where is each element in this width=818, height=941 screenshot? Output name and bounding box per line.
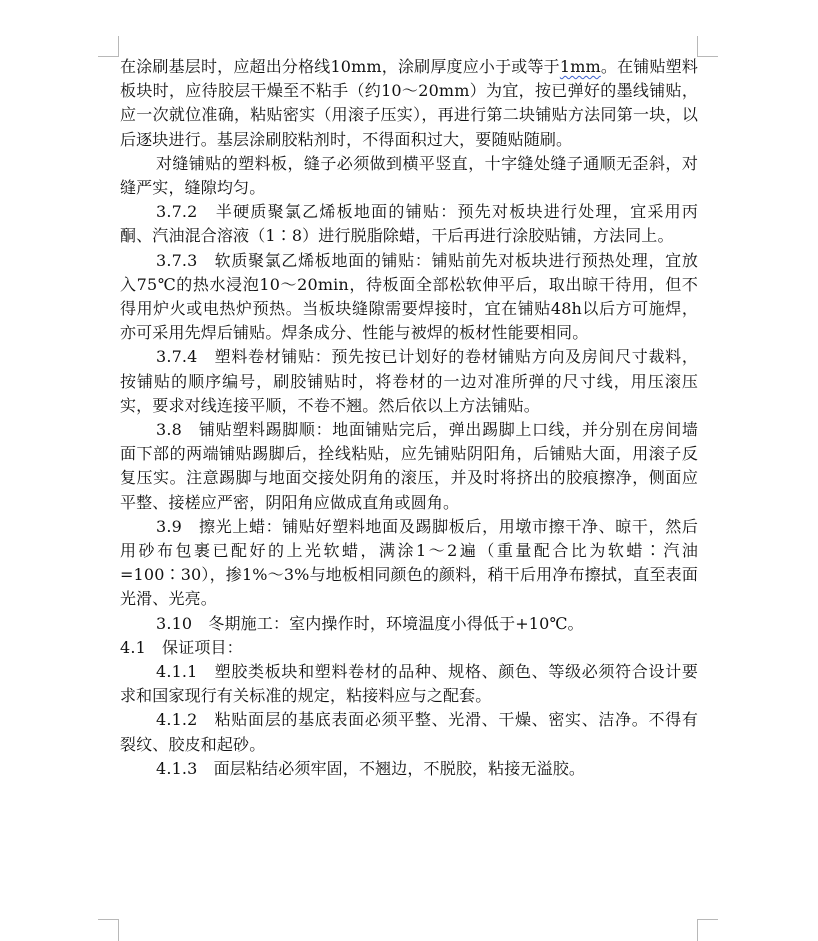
paragraph-4-1-3: 4.1.3 面层粘结必须牢固，不翘边，不脱胶，粘接无溢胶。: [156, 758, 586, 778]
paragraph-3-7-4: 3.7.4 塑料卷材铺贴：预先按已计划好的卷材铺贴方向及房间尺寸裁料，按铺贴的顺序编号，刷胶铺贴时，将卷材的一边对准所弹的尺寸线，用压滚压实，要求对线连接平顺，不卷不翘。然后依以上方法铺贴。: [120, 347, 698, 415]
paragraph-text: 在涂刷基层时，应超出分格线10mm，涂刷厚度应小于或等于: [120, 57, 560, 76]
spellcheck-underlined-text: 1mm: [559, 57, 601, 76]
paragraph-3-7-3: 3.7.3 软质聚氯乙烯板地面的铺贴：铺贴前先对板块进行预热处理，宜放入75℃的热水浸泡10～20min，待板面全部松软伸平后，取出晾干待用，但不得用炉火或电热炉预热。当板块缝隙需要焊接时，宜在铺贴48h以后方可施焊，亦可采用先焊后铺贴。焊条成分、性能与被焊的板材性能要相同。: [120, 250, 698, 343]
section-heading-4-1: 4.1 保证项目：: [120, 637, 243, 657]
document-body: [120, 55, 698, 781]
paragraph-3-10: 3.10 冬期施工：室内操作时，环境温度小得低于+10℃。: [156, 613, 584, 633]
paragraph-base-coating: [120, 55, 698, 152]
margin-mark-top-left: [98, 36, 119, 57]
paragraph-text: 。在铺贴塑料板块时，应待胶层干燥至不粘手（约10～20mm）为宜，按已弹好的墨线铺贴，应一次就位准确，粘贴密实（用滚子压实），再进行第二块铺贴方法同第一块，以后逐块进行。基层涂刷胶粘剂时，不得面积过大，要随贴随刷。: [120, 57, 698, 149]
margin-mark-bottom-left: [98, 919, 119, 941]
paragraph-3-9: 3.9 擦光上蜡：铺贴好塑料地面及踢脚板后，用墩市擦干净、晾干，然后用砂布包裹已配好的上光软蜡，满涂1～2遍（重量配合比为软蜡∶汽油=100∶30），掺1%～3%与地板相同颜色的颜料，稍干后用净布擦拭，直至表面光滑、光亮。: [120, 516, 698, 609]
margin-mark-top-right: [697, 36, 718, 57]
margin-mark-bottom-right: [697, 919, 718, 941]
paragraph-3-7-2: 3.7.2 半硬质聚氯乙烯板地面的铺贴：预先对板块进行处理，宜采用丙酮、汽油混合溶液（1∶8）进行脱脂除蜡，干后再进行涂胶贴铺，方法同上。: [120, 202, 698, 246]
paragraph-3-8: 3.8 铺贴塑料踢脚顺：地面铺贴完后，弹出踢脚上口线，并分别在房间墙面下部的两端铺贴踢脚后，拴线粘贴，应先铺贴阴阳角，后铺贴大面，用滚子反复压实。注意踢脚与地面交接处阴角的滚压，并及时将挤出的胶痕擦净，侧面应平整、接槎应严密，阴阳角应做成直角或圆角。: [120, 420, 698, 512]
paragraph-joint-laying: 对缝铺贴的塑料板，缝子必须做到横平竖直，十字缝处缝子通顺无歪斜，对缝严实，缝隙均匀。: [120, 153, 698, 198]
paragraph-4-1-1: 4.1.1 塑胶类板块和塑料卷材的品种、规格、颜色、等级必须符合设计要求和国家现行有关标准的规定，粘接料应与之配套。: [120, 662, 698, 706]
paragraph-4-1-2: 4.1.2 粘贴面层的基底表面必须平整、光滑、干燥、密实、洁净。不得有裂纹、胶皮和起砂。: [120, 710, 698, 754]
